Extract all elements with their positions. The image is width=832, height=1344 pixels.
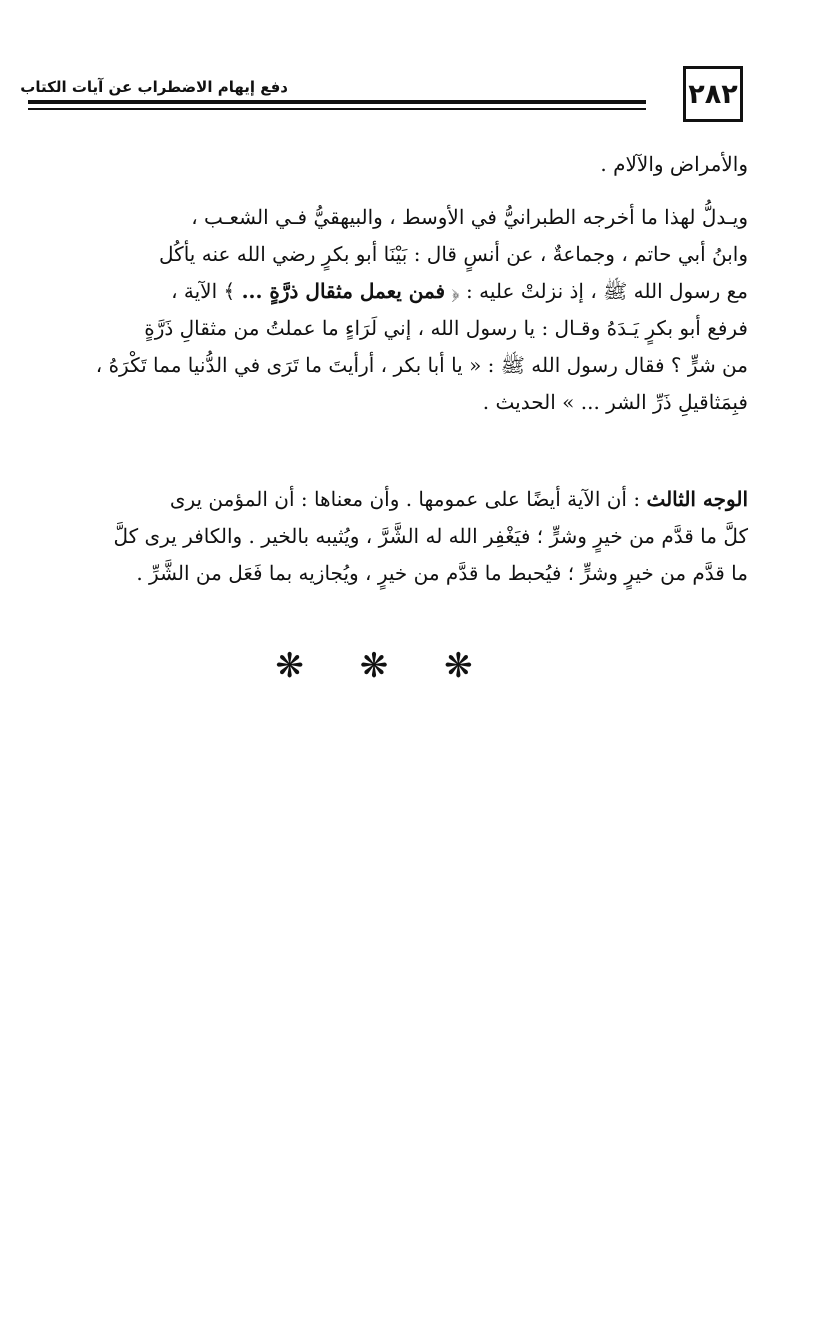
text-line: من شرٍّ ؟ فقال رسول الله ﷺ : « يا أبا بكر ، أرأيتَ ما تَرَى في الدُّنيا مما تَكْرَهُ ، — [95, 353, 748, 377]
header-rule-thick — [28, 100, 646, 104]
quran-phrase: فمن يعمل مثقال ذرَّةٍ ... — [241, 279, 446, 303]
page-number: ٢٨٢ — [683, 66, 743, 122]
text-line: مع رسول الله ﷺ ، إذ نزلتْ عليه : ﴿ فمن يعمل مثقال ذرَّةٍ ... ﴾ الآية ، — [171, 279, 748, 303]
text-line: فبِمَثاقيلِ ذَرِّ الشر ... » الحديث . — [482, 390, 748, 414]
section-lead: الوجه الثالث — [646, 487, 748, 511]
text-line: ويـدلُّ لهذا ما أخرجه الطبرانيُّ في الأوسط ، والبيهقيُّ فـي الشعـب ، — [191, 205, 748, 229]
text-line: وابنُ أبي حاتم ، وجماعةٌ ، عن أنسٍ قال : بَيْنَا أبو بكرٍ رضي الله عنه يأكُل — [159, 242, 748, 266]
text-line: والأمراض والآلام . — [600, 152, 748, 176]
text-line — [30, 481, 748, 518]
running-title: دفع إيهام الاضطراب عن آيات الكتاب — [20, 78, 288, 96]
paragraph-continuation — [30, 146, 748, 183]
text-line: كلَّ ما قدَّم من خيرٍ وشرٍّ ؛ فيَغْفِر الله له الشَّرَّ ، ويُثيبه بالخير . والكافر يرى كلَّ — [113, 524, 748, 548]
paragraph-third-aspect — [30, 481, 748, 592]
text-line: ما قدَّم من خيرٍ وشرٍّ ؛ فيُحبط ما قدَّم من خيرٍ ، ويُجازيه بما فَعَل من الشَّرِّ . — [136, 561, 748, 585]
header-rule-thin — [28, 108, 646, 110]
section-end-ornament: ❋ ❋ ❋ — [275, 646, 495, 686]
paragraph-hadith — [30, 199, 748, 421]
text-line: فرفع أبو بكرٍ يَـدَهُ وقـال : يا رسول الله ، إني لَرَاءٍ ما عملتُ من مثقالِ ذَرَّةٍ — [144, 316, 748, 340]
text-line-rest: : أن الآية أيضًا على عمومها . وأن معناها : أن المؤمن يرى — [169, 487, 647, 511]
